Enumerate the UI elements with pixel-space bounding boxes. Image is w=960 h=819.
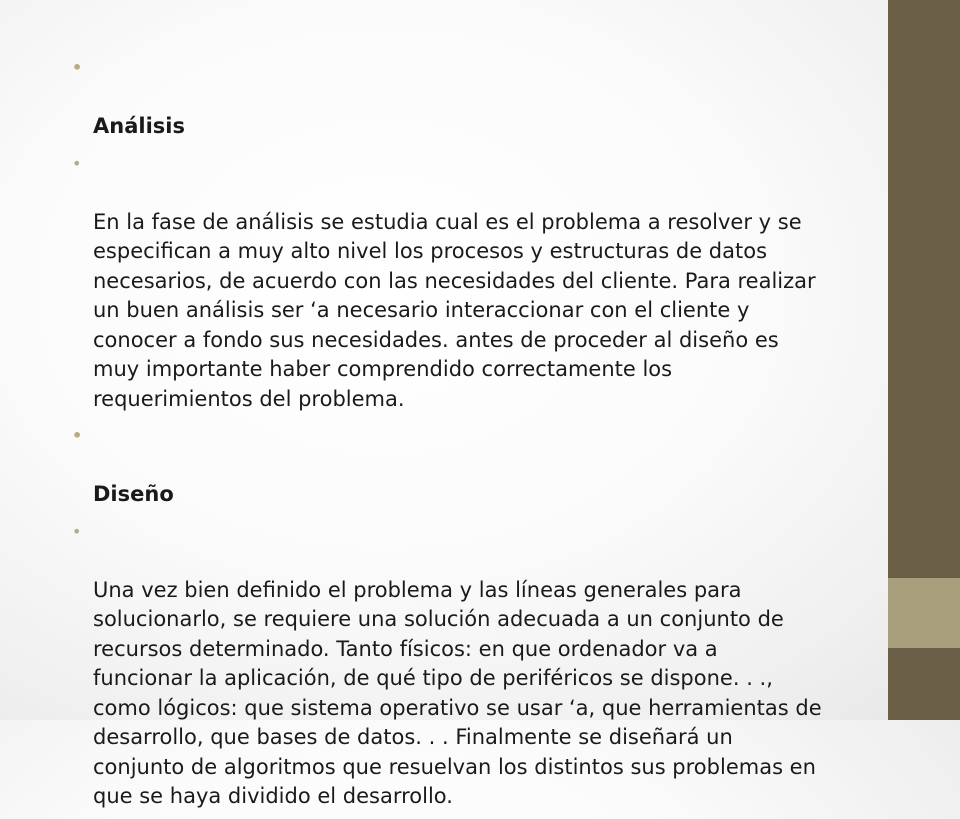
heading-text: Diseño	[93, 482, 174, 506]
bullet-heading-diseno	[72, 421, 902, 510]
paragraph-text: Una vez bien definido el problema y las líneas generales para solucionarlo, se requiere una solución adecuada a un conjunto de recursos determinado. Tanto físicos: en que ordenador va a funcionar la aplicación, de qué tipo de periféricos se dispone. . ., como lógicos: que sistema operativo se usar ‘a, que herramientas de desarrollo, que bases de datos. . . Finalmente se diseñará un conjunto de algoritmos que resuelvan los distintos sus problemas en que se haya dividido el desarrollo.	[93, 577, 822, 808]
bullet-list	[72, 53, 902, 812]
bullet-dot-icon: •	[72, 58, 83, 77]
sidebar-band-bottom	[888, 648, 960, 720]
bullet-heading-analisis	[72, 53, 902, 142]
bullet-paragraph-diseno	[72, 517, 902, 812]
paragraph-text: En la fase de análisis se estudia cual es el problema a resolver y se especifican a muy alto nivel los procesos y estructuras de datos necesarios, de acuerdo con las necesidades del cliente. Para realizar un buen análisis ser ‘a necesario interaccionar con el cliente y conocer a fondo sus necesidades. antes de proceder al diseño es muy importante haber comprendido correctamente los requerimientos del problema.	[93, 209, 816, 411]
bullet-dot-icon: •	[72, 426, 83, 445]
decorative-sidebar	[888, 0, 960, 720]
sidebar-band-top	[888, 0, 960, 578]
bullet-dot-icon: •	[72, 521, 82, 541]
slide-content	[72, 53, 902, 819]
sidebar-band-middle	[888, 578, 960, 648]
heading-text: Análisis	[93, 114, 185, 138]
bullet-paragraph-analisis	[72, 149, 902, 415]
bullet-dot-icon: •	[72, 153, 82, 173]
